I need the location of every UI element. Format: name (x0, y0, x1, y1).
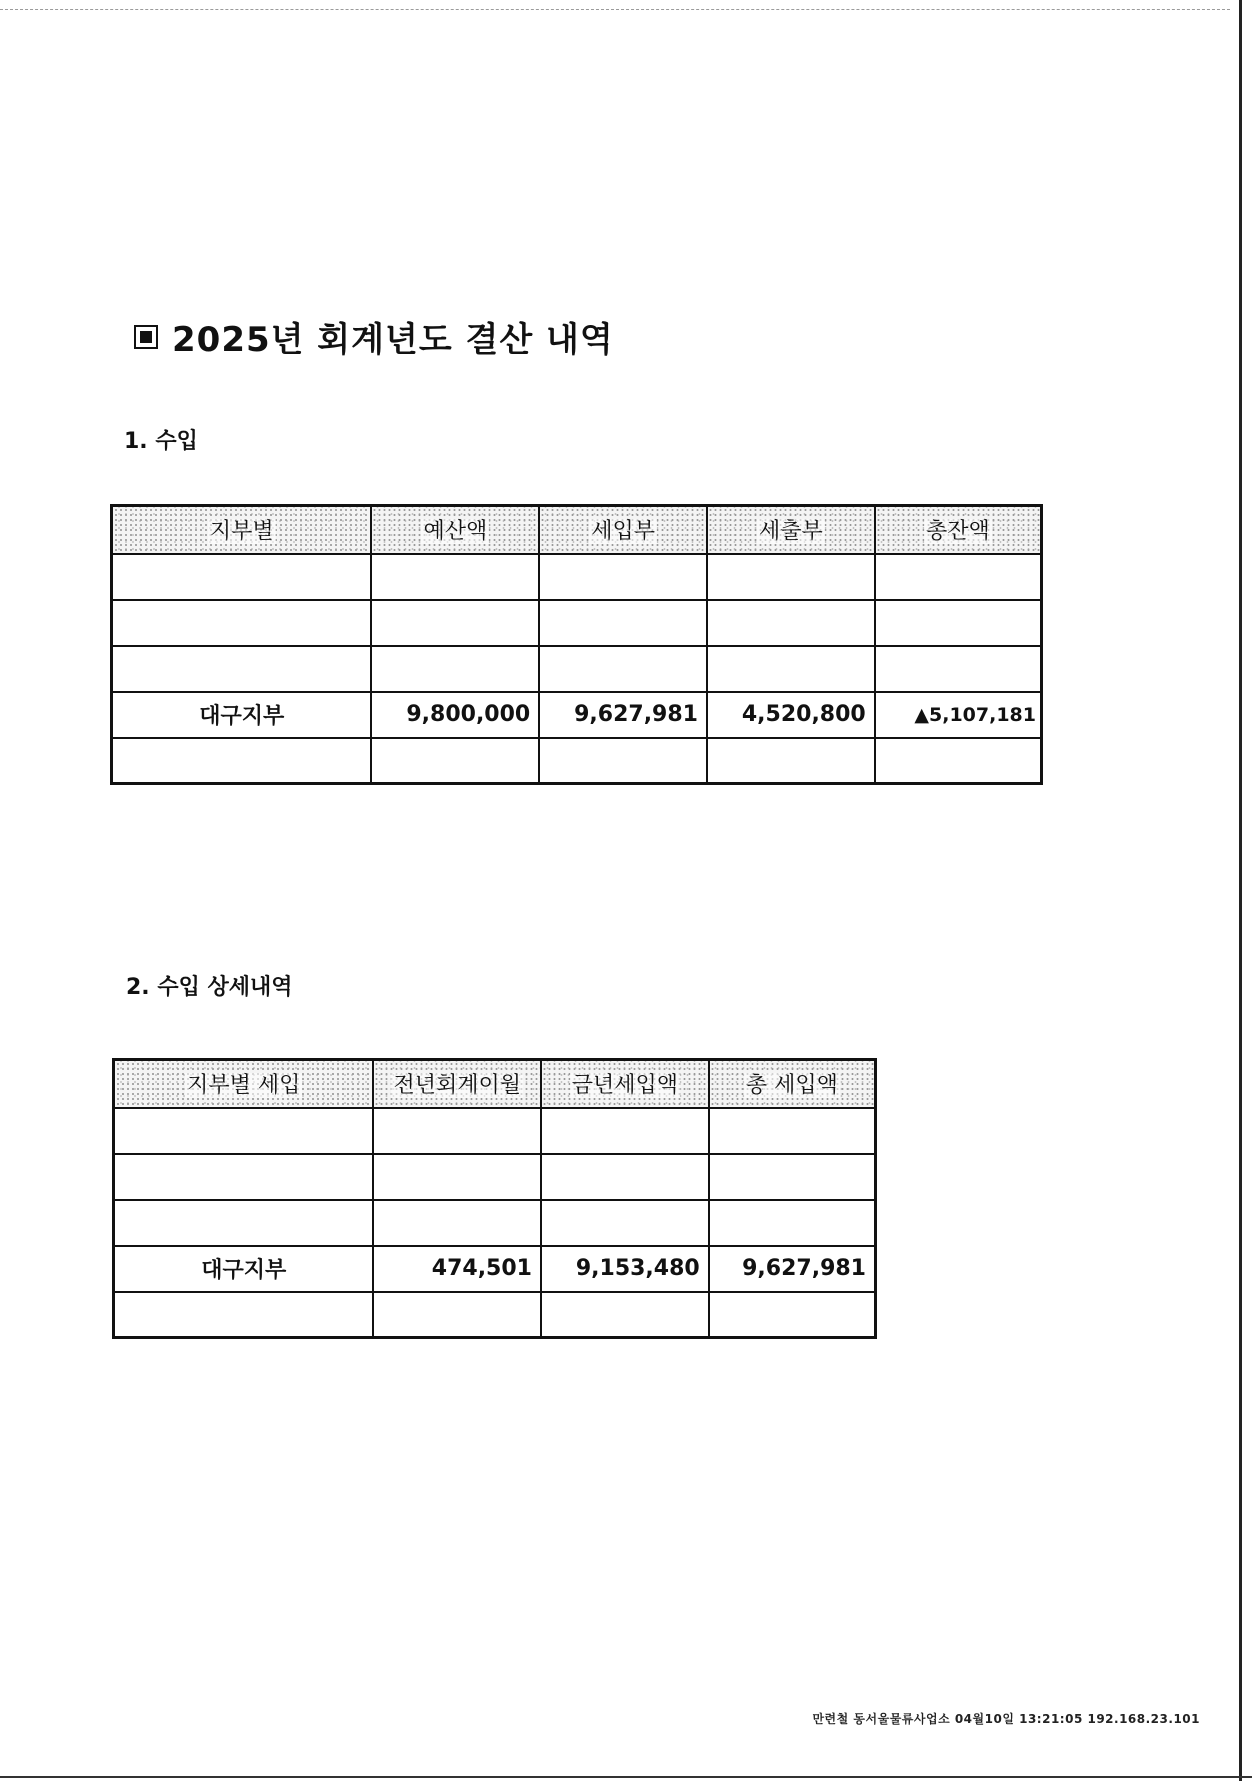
revenue-cell: 9,627,981 (539, 692, 707, 738)
table-cell (875, 600, 1042, 646)
expenditure-cell: 4,520,800 (707, 692, 875, 738)
table-cell (875, 738, 1042, 784)
table-cell (541, 1292, 709, 1338)
table-row (112, 600, 1042, 646)
column-header-current-revenue: 금년세입액 (541, 1060, 709, 1108)
table-row (112, 554, 1042, 600)
table-cell (112, 738, 372, 784)
table-row (112, 646, 1042, 692)
section-heading-income: 1. 수입 (124, 429, 198, 454)
table-cell (875, 646, 1042, 692)
table-cell (373, 1154, 541, 1200)
branch-name-cell: 대구지부 (112, 692, 372, 738)
table-cell (709, 1200, 876, 1246)
table-cell (875, 554, 1042, 600)
table-row (114, 1154, 876, 1200)
budget-cell: 9,800,000 (371, 692, 539, 738)
table-cell (539, 554, 707, 600)
table-cell (541, 1154, 709, 1200)
table-row (114, 1108, 876, 1154)
table-cell (707, 600, 875, 646)
column-header-branch-revenue: 지부별 세입 (114, 1060, 374, 1108)
table-cell (539, 646, 707, 692)
table-cell (709, 1108, 876, 1154)
table-cell (539, 738, 707, 784)
table-cell (371, 600, 539, 646)
square-bullet-icon (134, 325, 158, 349)
income-detail-table (112, 1058, 877, 1339)
total-revenue-cell: 9,627,981 (709, 1246, 876, 1292)
table-cell (539, 600, 707, 646)
table-row-daegu (114, 1246, 876, 1292)
table-cell (709, 1154, 876, 1200)
table-cell (541, 1108, 709, 1154)
column-header-budget: 예산액 (371, 506, 539, 554)
column-header-carryover: 전년회계이월 (373, 1060, 541, 1108)
column-header-branch: 지부별 (112, 506, 372, 554)
table-cell (371, 646, 539, 692)
current-revenue-cell: 9,153,480 (541, 1246, 709, 1292)
table-cell (707, 554, 875, 600)
table-cell (371, 554, 539, 600)
table-cell (709, 1292, 876, 1338)
income-table (110, 504, 1043, 785)
table-cell (373, 1108, 541, 1154)
table-header-row (114, 1060, 876, 1108)
table-cell (707, 646, 875, 692)
scan-right-edge (1239, 0, 1242, 1781)
table-cell (373, 1292, 541, 1338)
table-cell (114, 1200, 374, 1246)
balance-cell: ▲5,107,181 (875, 692, 1042, 738)
table-cell (707, 738, 875, 784)
scan-top-edge (0, 9, 1230, 10)
print-footer: 만련철 동서울물류사업소 04월10일 13:21:05 192.168.23.101 (812, 1712, 1200, 1726)
table-cell (114, 1154, 374, 1200)
column-header-balance: 총잔액 (875, 506, 1042, 554)
table-cell (112, 646, 372, 692)
carryover-cell: 474,501 (373, 1246, 541, 1292)
table-row (112, 738, 1042, 784)
branch-name-cell: 대구지부 (114, 1246, 374, 1292)
table-cell (371, 738, 539, 784)
section-heading-income-detail: 2. 수입 상세내역 (126, 975, 293, 1000)
table-cell (114, 1108, 374, 1154)
table-cell (541, 1200, 709, 1246)
table-cell (114, 1292, 374, 1338)
table-header-row (112, 506, 1042, 554)
column-header-revenue: 세입부 (539, 506, 707, 554)
table-cell (112, 554, 372, 600)
column-header-expenditure: 세출부 (707, 506, 875, 554)
table-row (114, 1200, 876, 1246)
column-header-total-revenue: 총 세입액 (709, 1060, 876, 1108)
scan-bottom-edge (0, 1776, 1252, 1778)
table-row-daegu (112, 692, 1042, 738)
document-title-text: 2025년 회계년도 결산 내역 (172, 320, 614, 360)
table-cell (373, 1200, 541, 1246)
table-cell (112, 600, 372, 646)
document-title (134, 312, 614, 361)
table-row (114, 1292, 876, 1338)
